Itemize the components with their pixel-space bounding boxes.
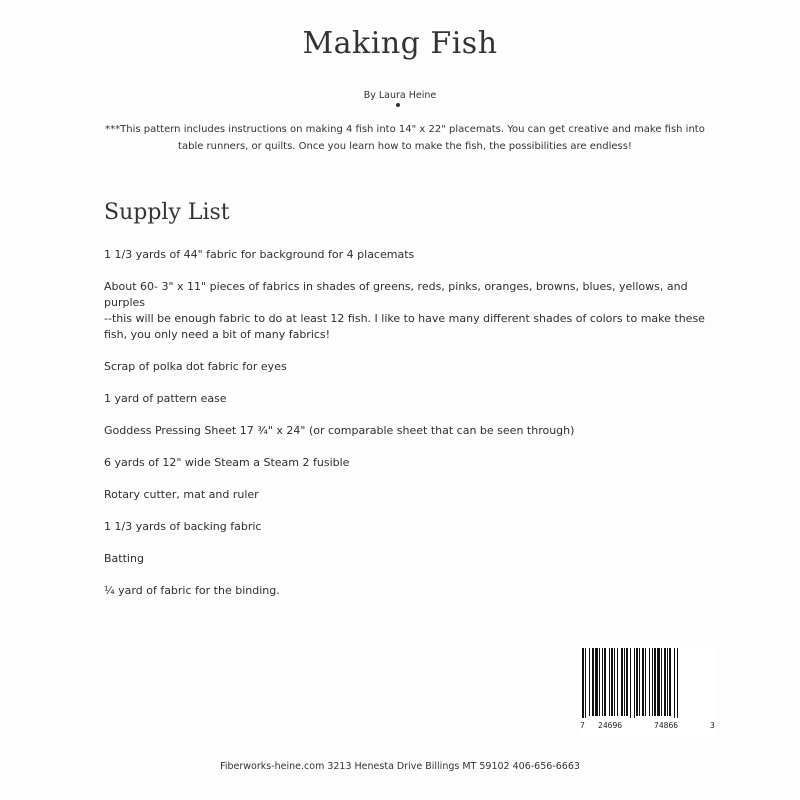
author-byline: By Laura Heine bbox=[363, 90, 437, 101]
barcode-bar bbox=[604, 648, 606, 716]
barcode-bar bbox=[634, 648, 635, 718]
supply-item: --this will be enough fabric to do at least 12 fish. I like to have many different shades of colors to make these fish, you only need a bit of many fabrics! bbox=[104, 312, 705, 341]
barcode-bar bbox=[602, 648, 603, 716]
supply-item: Rotary cutter, mat and ruler bbox=[104, 488, 259, 501]
barcode-bar bbox=[649, 648, 650, 716]
barcode-bar bbox=[626, 648, 628, 716]
barcode-bar bbox=[609, 648, 610, 716]
barcode-bar bbox=[669, 648, 671, 716]
barcode-bar bbox=[585, 648, 586, 718]
barcode-bar bbox=[674, 648, 675, 718]
barcode-digits bbox=[578, 718, 718, 734]
barcode-bar bbox=[595, 648, 598, 716]
supply-item: 1 1/3 yards of backing fabric bbox=[104, 520, 262, 533]
divider-dot bbox=[396, 103, 400, 107]
barcode-bar bbox=[636, 648, 638, 716]
barcode-bar bbox=[652, 648, 653, 716]
barcode-digit-left: 24696 bbox=[598, 721, 623, 730]
barcode-bar bbox=[592, 648, 594, 716]
barcode-digit-system: 7 bbox=[580, 721, 585, 730]
barcode-bar bbox=[624, 648, 625, 716]
page-title: Making Fish bbox=[302, 26, 498, 61]
barcode-bar bbox=[589, 648, 590, 716]
barcode-bar bbox=[667, 648, 668, 716]
barcode-bar bbox=[654, 648, 656, 716]
barcode-digit-check: 3 bbox=[710, 721, 715, 730]
supply-item: 1 1/3 yards of 44" fabric for background for 4 placemats bbox=[104, 248, 415, 261]
supply-item: 6 yards of 12" wide Steam a Steam 2 fusible bbox=[104, 456, 350, 469]
barcode-bar bbox=[677, 648, 678, 718]
barcode-bar bbox=[621, 648, 623, 716]
barcode-bar bbox=[639, 648, 640, 716]
supply-item: 1 yard of pattern ease bbox=[104, 392, 227, 405]
barcode-bar bbox=[630, 648, 631, 718]
supply-item: ¼ yard of fabric for the binding. bbox=[104, 584, 280, 597]
barcode-bar bbox=[645, 648, 646, 716]
supply-item: Batting bbox=[104, 552, 144, 565]
barcode-bar bbox=[617, 648, 618, 716]
barcode-bar bbox=[599, 648, 600, 716]
supply-list-heading: Supply List bbox=[104, 200, 230, 225]
barcode-bar bbox=[664, 648, 666, 716]
supply-list bbox=[104, 247, 714, 615]
barcode-bar bbox=[614, 648, 615, 716]
publisher-footer: Fiberworks-heine.com 3213 Henesta Drive Billings MT 59102 406-656-6663 bbox=[220, 761, 580, 772]
barcode-bar bbox=[642, 648, 644, 716]
supply-item: Scrap of polka dot fabric for eyes bbox=[104, 360, 287, 373]
barcode-bar bbox=[582, 648, 584, 718]
barcode-bar bbox=[657, 648, 660, 716]
barcode bbox=[578, 648, 718, 738]
barcode-bar bbox=[661, 648, 662, 716]
intro-paragraph: ***This pattern includes instructions on making 4 fish into 14" x 22" placemats. You can get creative and make fish into table runners, or quilts. Once you learn how to make the fish, the possibilities are endless! bbox=[105, 124, 705, 152]
barcode-bars bbox=[582, 648, 714, 718]
supply-item: About 60- 3" x 11" pieces of fabrics in shades of greens, reds, pinks, oranges, browns, blues, yellows, and purples bbox=[104, 280, 688, 309]
supply-item: Goddess Pressing Sheet 17 ¾" x 24" (or comparable sheet that can be seen through) bbox=[104, 424, 575, 437]
barcode-bar bbox=[611, 648, 613, 716]
barcode-digit-right: 74866 bbox=[654, 721, 679, 730]
